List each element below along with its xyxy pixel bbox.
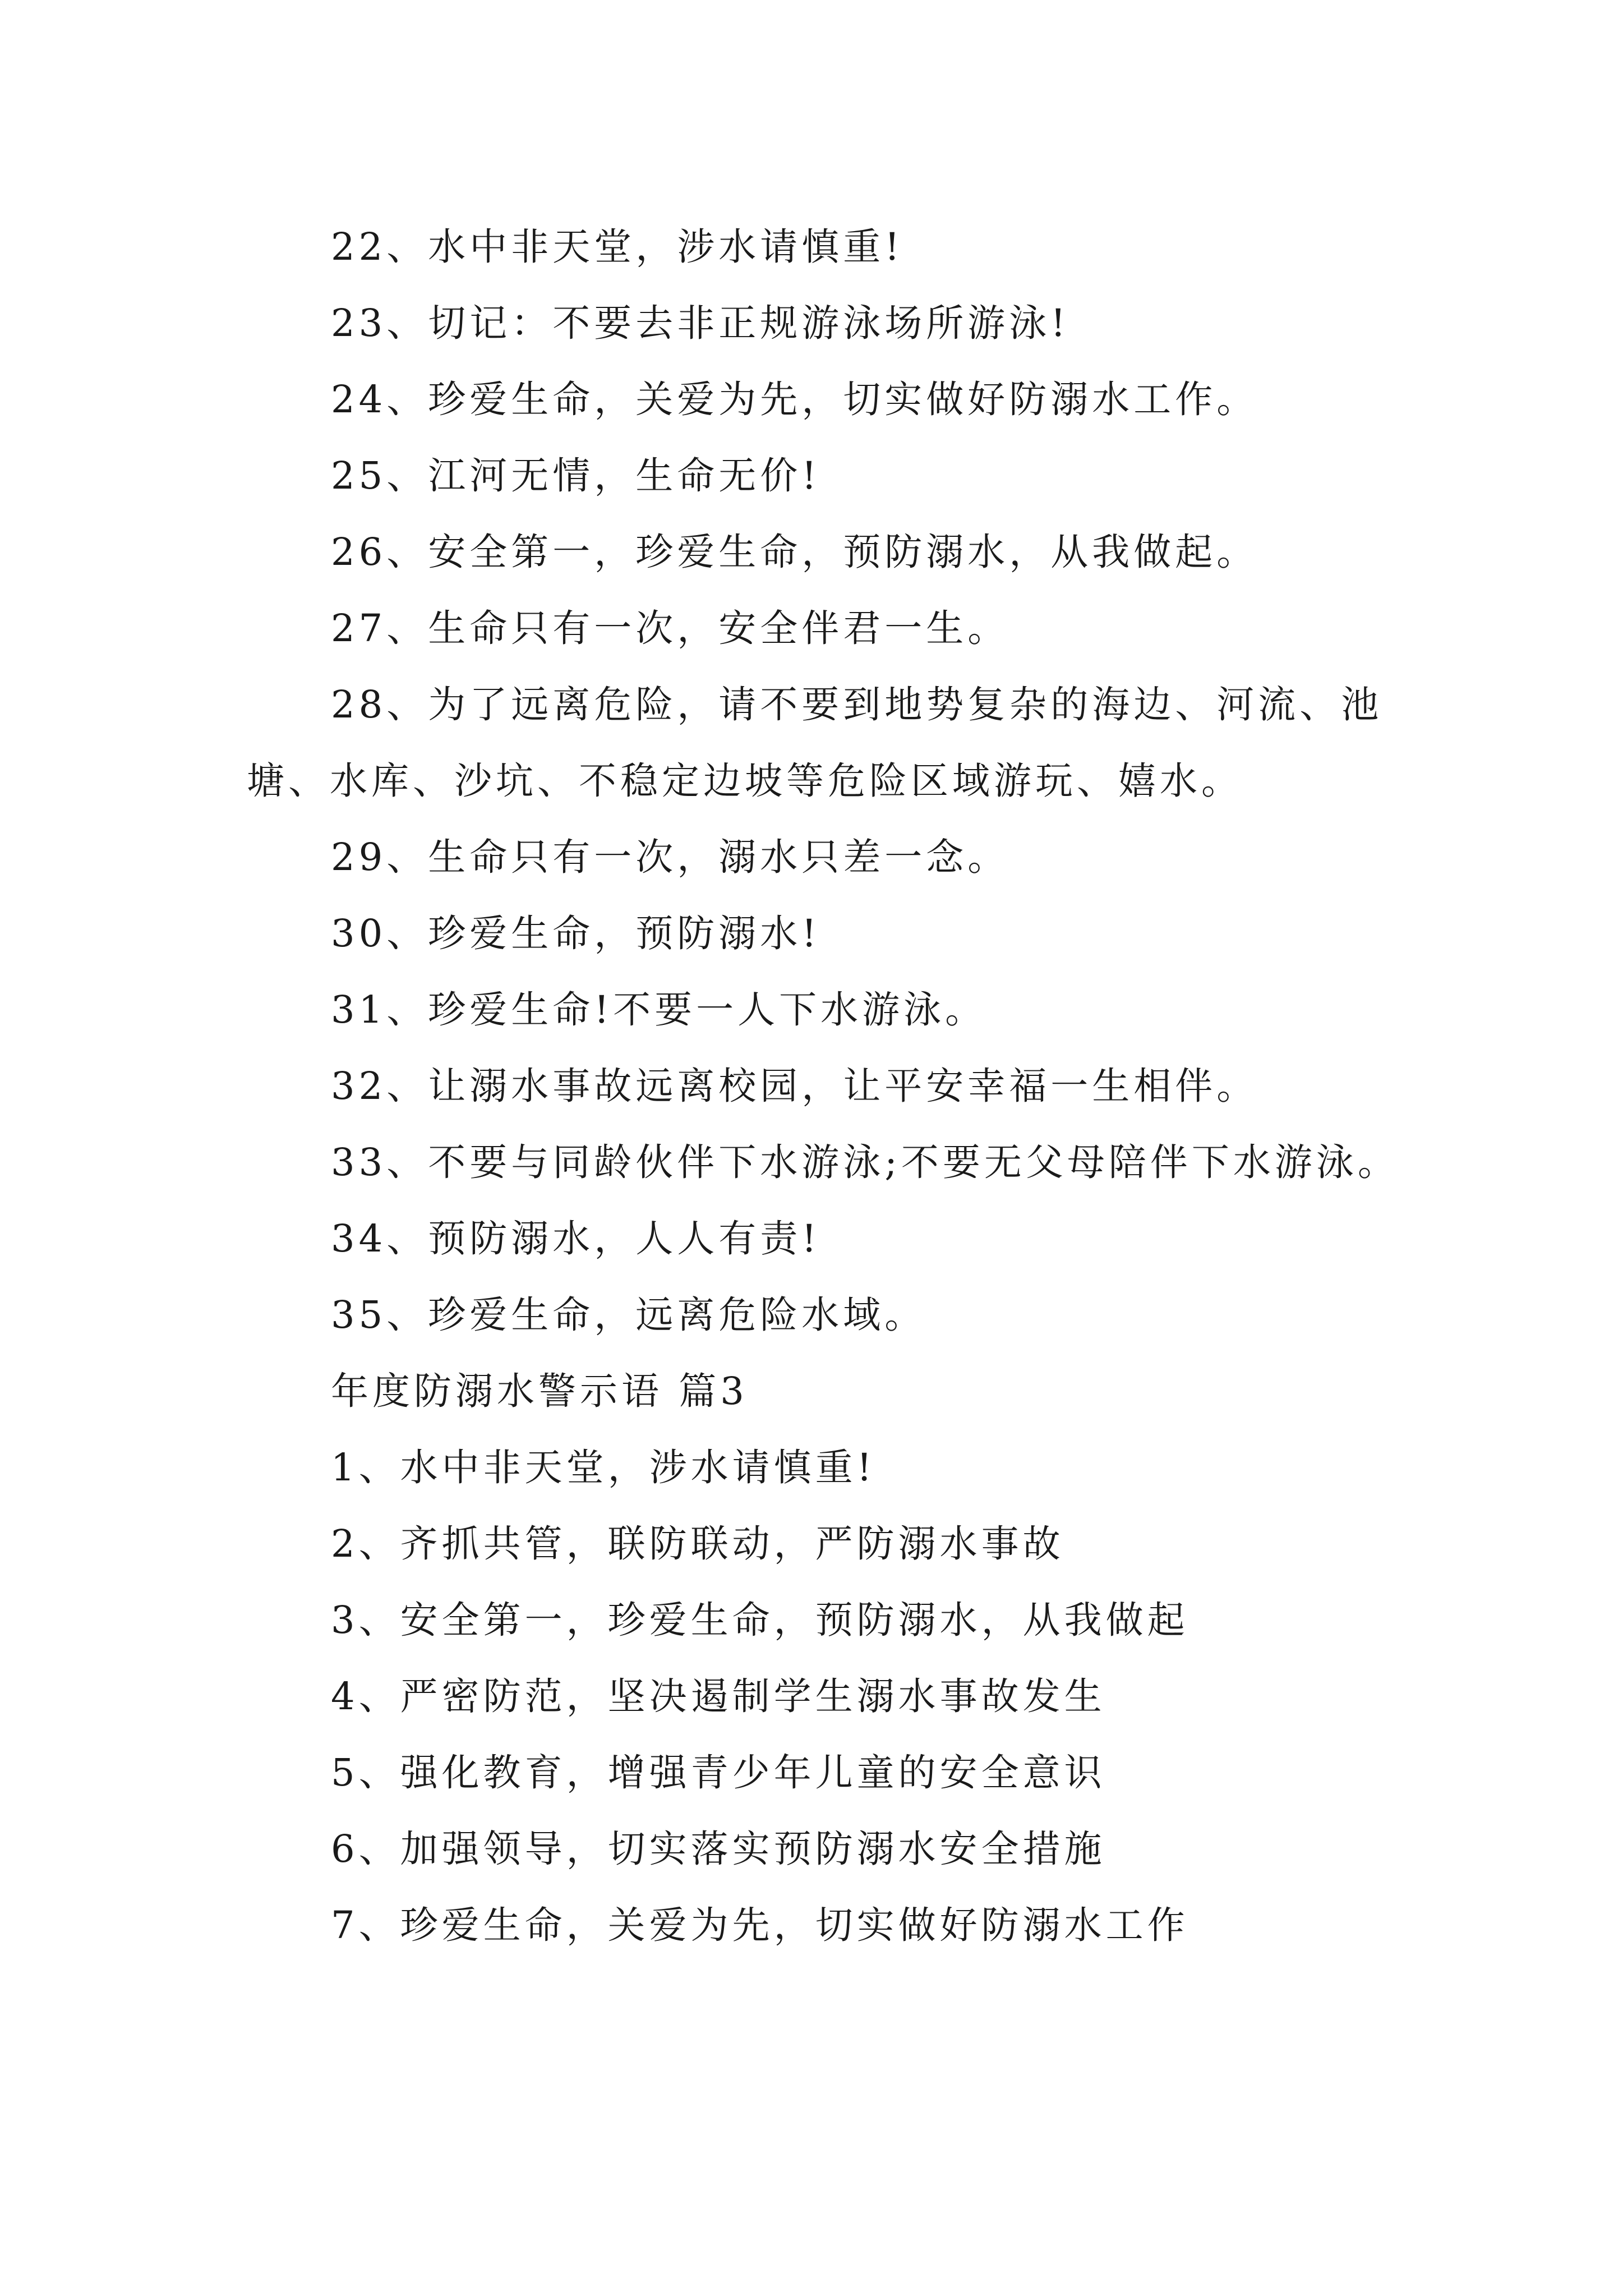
- paragraph-item-5: 5、强化教育，增强青少年儿童的安全意识: [331, 1751, 1106, 1795]
- paragraph-item-7: 7、珍爱生命，关爱为先，切实做好防溺水工作: [331, 1903, 1189, 1947]
- paragraph-item-35: 35、珍爱生命，远离危险水域。: [331, 1293, 926, 1337]
- paragraph-item-31: 31、珍爱生命!不要一人下水游泳。: [331, 988, 987, 1032]
- paragraph-item-23: 23、切记：不要去非正规游泳场所游泳!: [331, 301, 1070, 345]
- paragraph-item-29: 29、生命只有一次，溺水只差一念。: [331, 835, 1009, 879]
- paragraph-item-28: 28、为了远离危险，请不要到地势复杂的海边、河流、池塘、水库、沙坑、不稳定边坡等危险区域游玩、嬉水。: [247, 683, 1383, 803]
- section-heading: 年度防溺水警示语 篇3: [331, 1369, 748, 1413]
- paragraph-item-25: 25、江河无情，生命无价!: [331, 454, 821, 498]
- paragraph-item-1: 1、水中非天堂，涉水请慎重!: [331, 1446, 876, 1489]
- paragraph-item-4: 4、严密防范，坚决遏制学生溺水事故发生: [331, 1674, 1106, 1718]
- paragraph-item-24: 24、珍爱生命，关爱为先，切实做好防溺水工作。: [331, 378, 1258, 421]
- paragraph-item-32: 32、让溺水事故远离校园，让平安幸福一生相伴。: [331, 1064, 1258, 1108]
- paragraph-item-22: 22、水中非天堂，涉水请慎重!: [331, 225, 904, 269]
- paragraph-item-27: 27、生命只有一次，安全伴君一生。: [331, 606, 1009, 650]
- paragraph-item-6: 6、加强领导，切实落实预防溺水安全措施: [331, 1827, 1106, 1871]
- paragraph-item-30: 30、珍爱生命，预防溺水!: [331, 912, 821, 955]
- document-body: [247, 209, 1436, 1963]
- paragraph-item-3: 3、安全第一，珍爱生命，预防溺水，从我做起: [331, 1598, 1189, 1642]
- paragraph-item-2: 2、齐抓共管，联防联动，严防溺水事故: [331, 1522, 1064, 1566]
- paragraph-item-34: 34、预防溺水，人人有责!: [331, 1217, 821, 1260]
- paragraph-item-33: 33、不要与同龄伙伴下水游泳;不要无父母陪伴下水游泳。: [331, 1140, 1399, 1184]
- paragraph-item-26: 26、安全第一，珍爱生命，预防溺水，从我做起。: [331, 530, 1258, 574]
